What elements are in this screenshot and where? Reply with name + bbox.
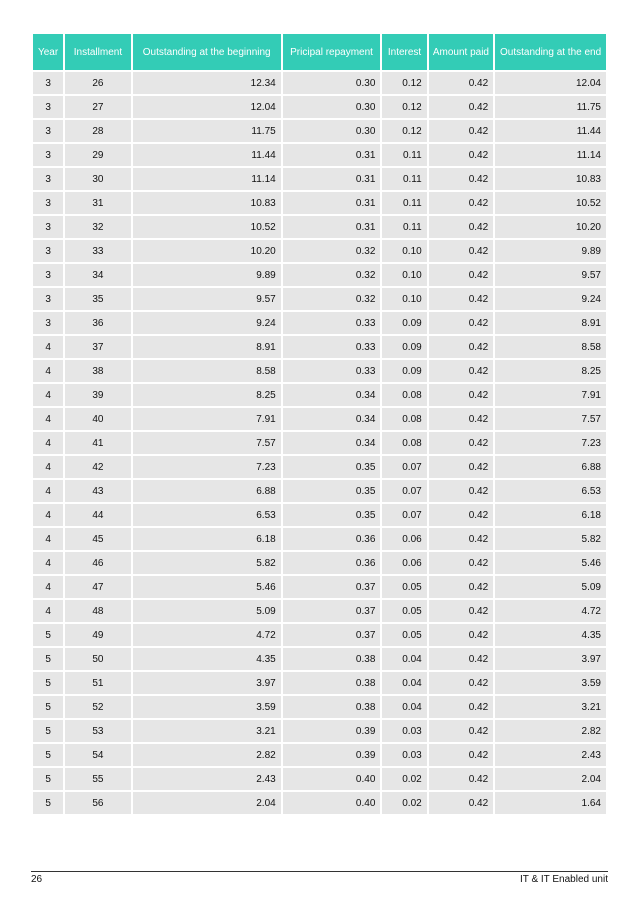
table-row (33, 288, 606, 310)
cell-interest: 0.04 (382, 648, 426, 670)
cell-year: 4 (33, 480, 63, 502)
cell-year: 5 (33, 696, 63, 718)
cell-principal-repayment: 0.33 (283, 312, 381, 334)
cell-outstanding-end: 7.57 (495, 408, 606, 430)
cell-principal-repayment: 0.37 (283, 600, 381, 622)
cell-installment: 30 (65, 168, 130, 190)
table-row (33, 720, 606, 742)
cell-year: 4 (33, 552, 63, 574)
cell-outstanding-end: 7.91 (495, 384, 606, 406)
cell-outstanding-beginning: 9.24 (133, 312, 281, 334)
cell-installment: 38 (65, 360, 130, 382)
cell-installment: 35 (65, 288, 130, 310)
cell-outstanding-beginning: 6.53 (133, 504, 281, 526)
cell-principal-repayment: 0.35 (283, 480, 381, 502)
cell-amount-paid: 0.42 (429, 432, 493, 454)
cell-outstanding-end: 9.89 (495, 240, 606, 262)
cell-outstanding-end: 3.59 (495, 672, 606, 694)
cell-interest: 0.09 (382, 336, 426, 358)
cell-outstanding-beginning: 11.44 (133, 144, 281, 166)
table-row (33, 360, 606, 382)
cell-interest: 0.10 (382, 288, 426, 310)
cell-installment: 52 (65, 696, 130, 718)
cell-outstanding-end: 3.97 (495, 648, 606, 670)
cell-amount-paid: 0.42 (429, 168, 493, 190)
cell-amount-paid: 0.42 (429, 288, 493, 310)
cell-interest: 0.05 (382, 576, 426, 598)
cell-principal-repayment: 0.38 (283, 648, 381, 670)
cell-interest: 0.11 (382, 216, 426, 238)
cell-year: 3 (33, 312, 63, 334)
cell-outstanding-end: 10.20 (495, 216, 606, 238)
cell-outstanding-beginning: 4.72 (133, 624, 281, 646)
page-number: 26 (31, 874, 43, 885)
cell-amount-paid: 0.42 (429, 528, 493, 550)
table-row (33, 384, 606, 406)
cell-outstanding-end: 6.18 (495, 504, 606, 526)
cell-amount-paid: 0.42 (429, 696, 493, 718)
cell-year: 4 (33, 360, 63, 382)
cell-interest: 0.02 (382, 792, 426, 814)
cell-year: 3 (33, 72, 63, 94)
cell-amount-paid: 0.42 (429, 408, 493, 430)
table-row (33, 312, 606, 334)
cell-outstanding-end: 10.52 (495, 192, 606, 214)
loan-repayment-table (31, 32, 608, 816)
cell-outstanding-end: 2.43 (495, 744, 606, 766)
cell-amount-paid: 0.42 (429, 600, 493, 622)
table-row (33, 504, 606, 526)
cell-installment: 49 (65, 624, 130, 646)
cell-outstanding-end: 10.83 (495, 168, 606, 190)
cell-installment: 26 (65, 72, 130, 94)
cell-amount-paid: 0.42 (429, 576, 493, 598)
cell-outstanding-end: 8.91 (495, 312, 606, 334)
cell-year: 4 (33, 600, 63, 622)
cell-installment: 31 (65, 192, 130, 214)
cell-outstanding-end: 5.46 (495, 552, 606, 574)
cell-outstanding-beginning: 12.34 (133, 72, 281, 94)
cell-interest: 0.11 (382, 192, 426, 214)
cell-outstanding-beginning: 6.88 (133, 480, 281, 502)
table-row (33, 144, 606, 166)
cell-outstanding-beginning: 11.75 (133, 120, 281, 142)
cell-outstanding-beginning: 3.59 (133, 696, 281, 718)
cell-amount-paid: 0.42 (429, 336, 493, 358)
cell-principal-repayment: 0.31 (283, 168, 381, 190)
cell-installment: 56 (65, 792, 130, 814)
cell-principal-repayment: 0.32 (283, 288, 381, 310)
cell-outstanding-end: 12.04 (495, 72, 606, 94)
cell-principal-repayment: 0.31 (283, 216, 381, 238)
header-amount-paid: Amount paid (429, 34, 493, 70)
cell-interest: 0.05 (382, 624, 426, 646)
cell-installment: 54 (65, 744, 130, 766)
cell-outstanding-end: 11.75 (495, 96, 606, 118)
table-row (33, 528, 606, 550)
cell-outstanding-end: 7.23 (495, 432, 606, 454)
cell-year: 5 (33, 768, 63, 790)
cell-principal-repayment: 0.30 (283, 120, 381, 142)
cell-principal-repayment: 0.34 (283, 408, 381, 430)
table-row (33, 600, 606, 622)
cell-principal-repayment: 0.31 (283, 144, 381, 166)
cell-year: 4 (33, 456, 63, 478)
cell-year: 3 (33, 192, 63, 214)
cell-interest: 0.08 (382, 408, 426, 430)
cell-installment: 41 (65, 432, 130, 454)
table-row (33, 168, 606, 190)
cell-outstanding-end: 6.53 (495, 480, 606, 502)
cell-outstanding-beginning: 2.82 (133, 744, 281, 766)
table-row (33, 624, 606, 646)
cell-year: 3 (33, 240, 63, 262)
cell-amount-paid: 0.42 (429, 216, 493, 238)
cell-interest: 0.06 (382, 528, 426, 550)
cell-year: 5 (33, 720, 63, 742)
cell-interest: 0.04 (382, 696, 426, 718)
cell-year: 4 (33, 336, 63, 358)
cell-principal-repayment: 0.38 (283, 696, 381, 718)
cell-outstanding-end: 6.88 (495, 456, 606, 478)
table-row (33, 192, 606, 214)
cell-principal-repayment: 0.32 (283, 240, 381, 262)
cell-installment: 27 (65, 96, 130, 118)
cell-year: 5 (33, 792, 63, 814)
cell-amount-paid: 0.42 (429, 648, 493, 670)
cell-amount-paid: 0.42 (429, 720, 493, 742)
table-row (33, 216, 606, 238)
cell-amount-paid: 0.42 (429, 96, 493, 118)
table-row (33, 96, 606, 118)
cell-interest: 0.12 (382, 72, 426, 94)
header-installment: Installment (65, 34, 130, 70)
cell-outstanding-beginning: 7.91 (133, 408, 281, 430)
footer-divider (31, 871, 608, 872)
table-row (33, 696, 606, 718)
cell-outstanding-beginning: 8.25 (133, 384, 281, 406)
cell-principal-repayment: 0.35 (283, 456, 381, 478)
cell-year: 4 (33, 504, 63, 526)
cell-outstanding-beginning: 7.23 (133, 456, 281, 478)
cell-interest: 0.12 (382, 96, 426, 118)
header-interest: Interest (382, 34, 426, 70)
table-row (33, 72, 606, 94)
header-year: Year (33, 34, 63, 70)
cell-amount-paid: 0.42 (429, 312, 493, 334)
cell-amount-paid: 0.42 (429, 768, 493, 790)
cell-outstanding-end: 8.25 (495, 360, 606, 382)
cell-amount-paid: 0.42 (429, 192, 493, 214)
footer-section-title: IT & IT Enabled unit (519, 874, 608, 885)
cell-outstanding-beginning: 10.83 (133, 192, 281, 214)
cell-outstanding-beginning: 5.46 (133, 576, 281, 598)
cell-interest: 0.02 (382, 768, 426, 790)
cell-year: 3 (33, 288, 63, 310)
cell-outstanding-beginning: 11.14 (133, 168, 281, 190)
cell-outstanding-end: 4.72 (495, 600, 606, 622)
cell-interest: 0.11 (382, 168, 426, 190)
cell-amount-paid: 0.42 (429, 480, 493, 502)
cell-interest: 0.10 (382, 264, 426, 286)
cell-outstanding-end: 11.14 (495, 144, 606, 166)
cell-year: 3 (33, 96, 63, 118)
table-row (33, 672, 606, 694)
table-row (33, 336, 606, 358)
cell-year: 3 (33, 216, 63, 238)
cell-year: 4 (33, 408, 63, 430)
cell-principal-repayment: 0.32 (283, 264, 381, 286)
cell-interest: 0.07 (382, 504, 426, 526)
cell-outstanding-end: 1.64 (495, 792, 606, 814)
table-row (33, 480, 606, 502)
cell-installment: 50 (65, 648, 130, 670)
cell-interest: 0.06 (382, 552, 426, 574)
header-outstanding-end: Outstanding at the end (495, 34, 606, 70)
cell-outstanding-beginning: 9.57 (133, 288, 281, 310)
cell-outstanding-end: 8.58 (495, 336, 606, 358)
cell-interest: 0.07 (382, 480, 426, 502)
cell-principal-repayment: 0.33 (283, 360, 381, 382)
cell-installment: 46 (65, 552, 130, 574)
cell-year: 4 (33, 576, 63, 598)
cell-outstanding-beginning: 3.97 (133, 672, 281, 694)
cell-amount-paid: 0.42 (429, 792, 493, 814)
cell-principal-repayment: 0.36 (283, 528, 381, 550)
cell-outstanding-beginning: 10.52 (133, 216, 281, 238)
header-outstanding-beginning: Outstanding at the beginning (133, 34, 281, 70)
cell-outstanding-end: 5.09 (495, 576, 606, 598)
cell-amount-paid: 0.42 (429, 120, 493, 142)
table-row (33, 120, 606, 142)
cell-principal-repayment: 0.34 (283, 384, 381, 406)
table-row (33, 768, 606, 790)
cell-amount-paid: 0.42 (429, 72, 493, 94)
cell-principal-repayment: 0.30 (283, 72, 381, 94)
cell-outstanding-beginning: 3.21 (133, 720, 281, 742)
cell-year: 5 (33, 648, 63, 670)
table-body (33, 72, 606, 814)
cell-interest: 0.12 (382, 120, 426, 142)
cell-principal-repayment: 0.39 (283, 720, 381, 742)
table-row (33, 792, 606, 814)
cell-year: 5 (33, 672, 63, 694)
cell-interest: 0.05 (382, 600, 426, 622)
cell-outstanding-end: 2.82 (495, 720, 606, 742)
cell-year: 4 (33, 528, 63, 550)
cell-principal-repayment: 0.31 (283, 192, 381, 214)
cell-interest: 0.07 (382, 456, 426, 478)
cell-installment: 40 (65, 408, 130, 430)
cell-year: 5 (33, 624, 63, 646)
cell-outstanding-beginning: 5.82 (133, 552, 281, 574)
cell-amount-paid: 0.42 (429, 504, 493, 526)
cell-installment: 42 (65, 456, 130, 478)
cell-year: 3 (33, 144, 63, 166)
table-row (33, 240, 606, 262)
cell-installment: 53 (65, 720, 130, 742)
cell-outstanding-beginning: 9.89 (133, 264, 281, 286)
cell-installment: 43 (65, 480, 130, 502)
table-row (33, 576, 606, 598)
cell-installment: 55 (65, 768, 130, 790)
cell-outstanding-beginning: 10.20 (133, 240, 281, 262)
cell-installment: 39 (65, 384, 130, 406)
cell-interest: 0.04 (382, 672, 426, 694)
cell-installment: 37 (65, 336, 130, 358)
cell-outstanding-end: 3.21 (495, 696, 606, 718)
cell-installment: 28 (65, 120, 130, 142)
cell-interest: 0.11 (382, 144, 426, 166)
cell-outstanding-beginning: 12.04 (133, 96, 281, 118)
cell-amount-paid: 0.42 (429, 144, 493, 166)
cell-installment: 33 (65, 240, 130, 262)
cell-installment: 29 (65, 144, 130, 166)
cell-principal-repayment: 0.36 (283, 552, 381, 574)
cell-interest: 0.09 (382, 360, 426, 382)
cell-principal-repayment: 0.33 (283, 336, 381, 358)
cell-outstanding-beginning: 7.57 (133, 432, 281, 454)
header-principal-repayment: Pricipal repayment (283, 34, 381, 70)
cell-outstanding-end: 9.24 (495, 288, 606, 310)
cell-year: 3 (33, 264, 63, 286)
cell-installment: 32 (65, 216, 130, 238)
cell-amount-paid: 0.42 (429, 384, 493, 406)
cell-outstanding-beginning: 2.04 (133, 792, 281, 814)
table-row (33, 456, 606, 478)
cell-amount-paid: 0.42 (429, 624, 493, 646)
cell-outstanding-end: 9.57 (495, 264, 606, 286)
cell-installment: 34 (65, 264, 130, 286)
cell-year: 3 (33, 120, 63, 142)
cell-installment: 48 (65, 600, 130, 622)
cell-principal-repayment: 0.30 (283, 96, 381, 118)
cell-outstanding-beginning: 6.18 (133, 528, 281, 550)
cell-amount-paid: 0.42 (429, 744, 493, 766)
cell-amount-paid: 0.42 (429, 264, 493, 286)
cell-interest: 0.10 (382, 240, 426, 262)
cell-interest: 0.03 (382, 744, 426, 766)
cell-installment: 36 (65, 312, 130, 334)
cell-year: 4 (33, 384, 63, 406)
cell-amount-paid: 0.42 (429, 672, 493, 694)
cell-interest: 0.08 (382, 384, 426, 406)
cell-installment: 51 (65, 672, 130, 694)
cell-installment: 47 (65, 576, 130, 598)
cell-interest: 0.09 (382, 312, 426, 334)
cell-amount-paid: 0.42 (429, 360, 493, 382)
cell-amount-paid: 0.42 (429, 456, 493, 478)
cell-year: 5 (33, 744, 63, 766)
table-row (33, 408, 606, 430)
cell-principal-repayment: 0.34 (283, 432, 381, 454)
cell-principal-repayment: 0.37 (283, 576, 381, 598)
cell-installment: 44 (65, 504, 130, 526)
table-header-row (33, 34, 606, 70)
cell-outstanding-beginning: 8.91 (133, 336, 281, 358)
cell-outstanding-end: 2.04 (495, 768, 606, 790)
cell-principal-repayment: 0.35 (283, 504, 381, 526)
cell-interest: 0.08 (382, 432, 426, 454)
table-row (33, 264, 606, 286)
loan-schedule-table-container (31, 32, 608, 816)
cell-principal-repayment: 0.38 (283, 672, 381, 694)
cell-principal-repayment: 0.40 (283, 792, 381, 814)
cell-amount-paid: 0.42 (429, 240, 493, 262)
cell-outstanding-beginning: 2.43 (133, 768, 281, 790)
cell-outstanding-beginning: 4.35 (133, 648, 281, 670)
cell-outstanding-end: 11.44 (495, 120, 606, 142)
table-row (33, 552, 606, 574)
table-row (33, 648, 606, 670)
cell-principal-repayment: 0.37 (283, 624, 381, 646)
cell-outstanding-end: 4.35 (495, 624, 606, 646)
cell-year: 3 (33, 168, 63, 190)
cell-outstanding-beginning: 8.58 (133, 360, 281, 382)
cell-installment: 45 (65, 528, 130, 550)
cell-amount-paid: 0.42 (429, 552, 493, 574)
table-row (33, 432, 606, 454)
cell-principal-repayment: 0.40 (283, 768, 381, 790)
cell-outstanding-end: 5.82 (495, 528, 606, 550)
table-row (33, 744, 606, 766)
cell-principal-repayment: 0.39 (283, 744, 381, 766)
cell-interest: 0.03 (382, 720, 426, 742)
cell-year: 4 (33, 432, 63, 454)
cell-outstanding-beginning: 5.09 (133, 600, 281, 622)
